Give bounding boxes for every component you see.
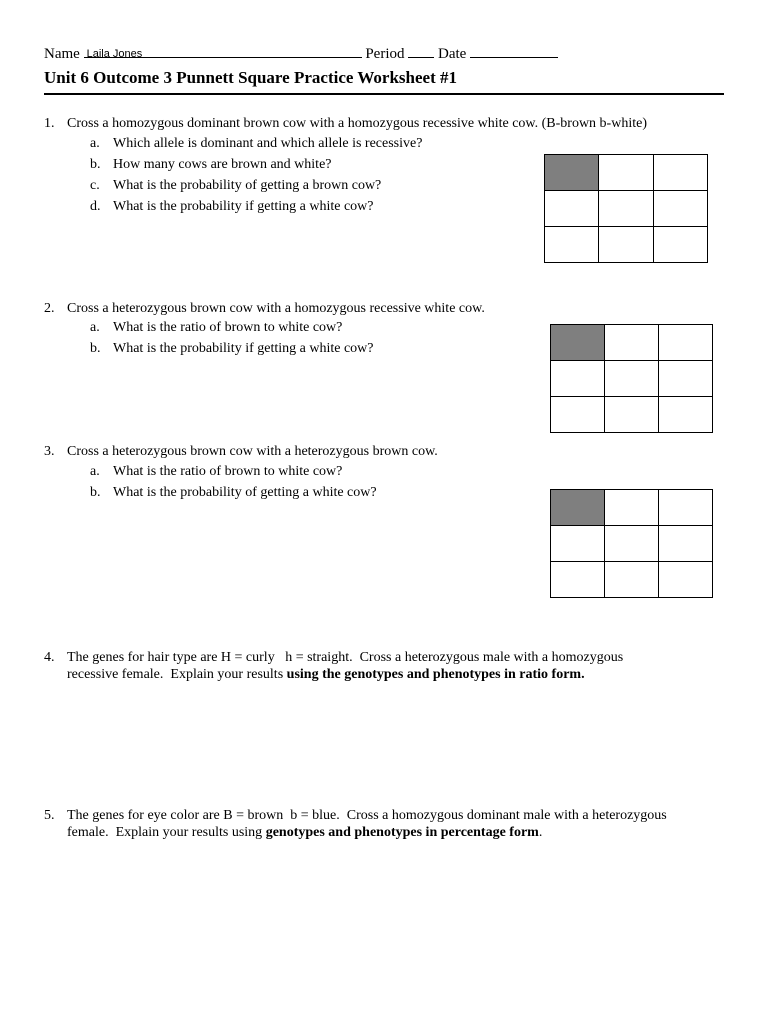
- punnett-square-1: [544, 154, 708, 263]
- punnett-cell[interactable]: [605, 397, 659, 433]
- question-1d-text: What is the probability if getting a white cow?: [113, 199, 374, 214]
- question-3a-letter: a.: [90, 464, 100, 479]
- question-5-line2-bold: genotypes and phenotypes in percentage form: [265, 825, 539, 840]
- question-2-number: 2.: [44, 301, 55, 316]
- question-5-line2-end: .: [538, 825, 543, 840]
- question-1-text: Cross a homozygous dominant brown cow with a homozygous recessive white cow. (B-brown b-white): [67, 116, 647, 131]
- period-label: Period: [365, 46, 405, 62]
- question-5-line2: [67, 825, 542, 841]
- punnett-cell[interactable]: [545, 191, 599, 227]
- question-5-line2-plain: female. Explain your results using: [67, 825, 266, 840]
- punnett-cell[interactable]: [599, 227, 653, 263]
- punnett-cell[interactable]: [599, 191, 653, 227]
- question-1c-text: What is the probability of getting a brown cow?: [113, 178, 382, 193]
- punnett-cell[interactable]: [659, 562, 713, 598]
- punnett-cell[interactable]: [659, 490, 713, 526]
- question-2a-letter: a.: [90, 320, 100, 335]
- name-value: Laila Jones: [86, 48, 143, 60]
- question-4-line2-bold: using the genotypes and phenotypes in ratio form.: [286, 667, 585, 682]
- title-divider: [44, 93, 724, 95]
- header-line: [44, 46, 558, 63]
- name-field[interactable]: [84, 46, 362, 58]
- punnett-cell[interactable]: [659, 325, 713, 361]
- punnett-corner-cell: [551, 490, 605, 526]
- question-1-number: 1.: [44, 116, 55, 131]
- question-1c-letter: c.: [90, 178, 100, 193]
- punnett-cell[interactable]: [654, 155, 708, 191]
- question-3-number: 3.: [44, 444, 55, 459]
- question-4-line2-plain: recessive female. Explain your results: [67, 667, 287, 682]
- question-3-text: Cross a heterozygous brown cow with a heterozygous brown cow.: [67, 444, 438, 459]
- question-1b-letter: b.: [90, 157, 101, 172]
- punnett-corner-cell: [545, 155, 599, 191]
- question-2-text: Cross a heterozygous brown cow with a homozygous recessive white cow.: [67, 301, 485, 316]
- question-1a-letter: a.: [90, 136, 100, 151]
- punnett-cell[interactable]: [605, 361, 659, 397]
- punnett-cell[interactable]: [599, 155, 653, 191]
- punnett-cell[interactable]: [659, 526, 713, 562]
- question-3b-letter: b.: [90, 485, 101, 500]
- question-3b-text: What is the probability of getting a white cow?: [113, 485, 377, 500]
- punnett-corner-cell: [551, 325, 605, 361]
- punnett-cell[interactable]: [605, 562, 659, 598]
- punnett-cell[interactable]: [551, 361, 605, 397]
- date-label: Date: [438, 46, 467, 62]
- question-4-line2: [67, 667, 585, 683]
- question-5-number: 5.: [44, 808, 55, 823]
- question-2b-text: What is the probability if getting a white cow?: [113, 341, 374, 356]
- question-4-line1: The genes for hair type are H = curly h = straight. Cross a heterozygous male with a homozygous: [67, 650, 624, 665]
- punnett-cell[interactable]: [659, 397, 713, 433]
- question-5-line1: The genes for eye color are B = brown b = blue. Cross a homozygous dominant male with a heterozygous: [67, 808, 667, 823]
- punnett-cell[interactable]: [654, 191, 708, 227]
- name-label: Name: [44, 46, 80, 62]
- question-2a-text: What is the ratio of brown to white cow?: [113, 320, 343, 335]
- page-title: Unit 6 Outcome 3 Punnett Square Practice Worksheet #1: [44, 68, 457, 87]
- question-4-number: 4.: [44, 650, 55, 665]
- punnett-cell[interactable]: [551, 526, 605, 562]
- date-field[interactable]: [470, 46, 558, 58]
- period-field[interactable]: [408, 46, 434, 58]
- punnett-cell[interactable]: [551, 397, 605, 433]
- punnett-cell[interactable]: [605, 325, 659, 361]
- question-3a-text: What is the ratio of brown to white cow?: [113, 464, 343, 479]
- question-1b-text: How many cows are brown and white?: [113, 157, 332, 172]
- punnett-cell[interactable]: [551, 562, 605, 598]
- punnett-square-3: [550, 489, 713, 598]
- punnett-cell[interactable]: [545, 227, 599, 263]
- question-1d-letter: d.: [90, 199, 101, 214]
- punnett-cell[interactable]: [659, 361, 713, 397]
- punnett-cell[interactable]: [605, 526, 659, 562]
- punnett-cell[interactable]: [605, 490, 659, 526]
- question-2b-letter: b.: [90, 341, 101, 356]
- question-1a-text: Which allele is dominant and which allele is recessive?: [113, 136, 423, 151]
- punnett-square-2: [550, 324, 713, 433]
- punnett-cell[interactable]: [654, 227, 708, 263]
